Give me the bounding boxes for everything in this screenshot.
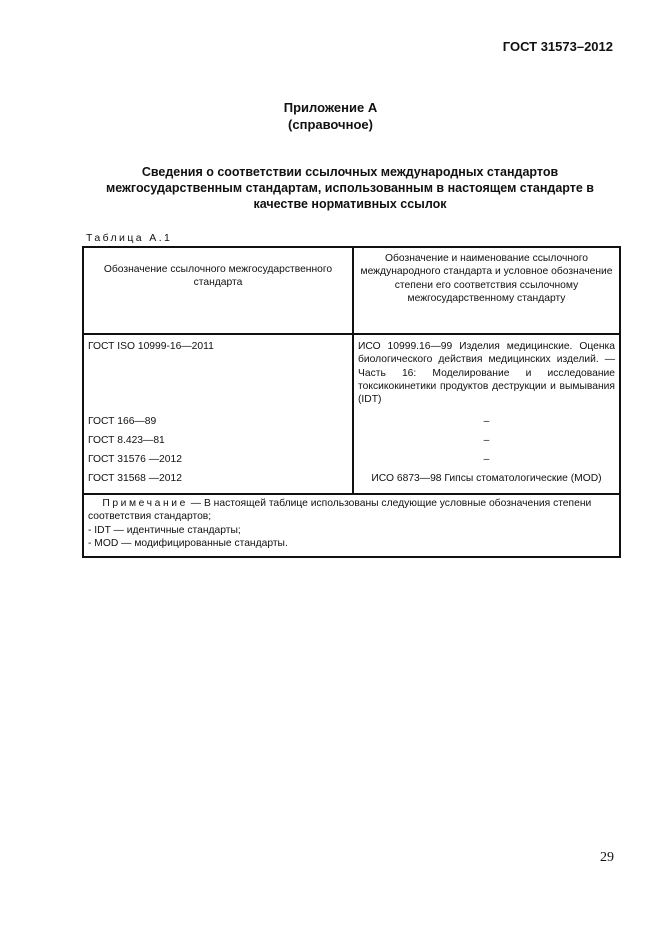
intl-cell: –: [353, 450, 620, 469]
intl-cell: –: [353, 412, 620, 431]
intl-cell: ИСО 10999.16—99 Изделия медицинские. Оценка биологического действия медицинских изделий. — Часть 16: Моделирование и исследование токсикокинетики продуктов деструкции и вымывания (IDT): [353, 334, 620, 412]
note-text: — В настоящей таблице использованы следующие условные обозначения степени соответствия стандартов;: [88, 498, 592, 523]
page-number: 29: [600, 850, 614, 865]
section-heading: Сведения о соответствии ссылочных международных стандартов межгосударственным стандартам, использованным в настоящем стандарте в качестве нормативных ссылок: [106, 165, 594, 211]
appendix-subtitle: (справочное): [288, 117, 373, 132]
column-header: Обозначение и наименование ссылочного международного стандарта и условное обозначение степени его соответствия ссылочному межгосударственному стандарту: [353, 247, 620, 334]
appendix-title-block: [0, 99, 661, 133]
table-header-row: [83, 247, 620, 334]
gost-cell: ГОСТ 31576 —2012: [83, 450, 353, 469]
gost-cell: ГОСТ ISO 10999-16—2011: [83, 334, 353, 412]
gost-cell: ГОСТ 31568 —2012: [83, 469, 353, 494]
table-note: [83, 494, 620, 557]
intl-cell: –: [353, 431, 620, 450]
table-row: [83, 334, 620, 412]
table-row: [83, 469, 620, 494]
table-note-row: [83, 494, 620, 557]
note-label: Примечание: [102, 498, 188, 509]
column-header: Обозначение ссылочного межгосударственного стандарта: [83, 247, 353, 334]
document-id: ГОСТ 31573–2012: [502, 39, 613, 54]
table-row: [83, 412, 620, 431]
note-item: - MOD — модифицированные стандарты.: [88, 537, 288, 549]
gost-cell: ГОСТ 166—89: [83, 412, 353, 431]
appendix-title: Приложение А: [283, 100, 378, 115]
gost-cell: ГОСТ 8.423—81: [83, 431, 353, 450]
table-row: [83, 431, 620, 450]
standards-table: [82, 246, 621, 558]
table-caption: Таблица А.1: [86, 232, 173, 244]
intl-cell: ИСО 6873—98 Гипсы стоматологические (MOD): [353, 469, 620, 494]
table-row: [83, 450, 620, 469]
note-item: - IDT — идентичные стандарты;: [88, 524, 241, 536]
